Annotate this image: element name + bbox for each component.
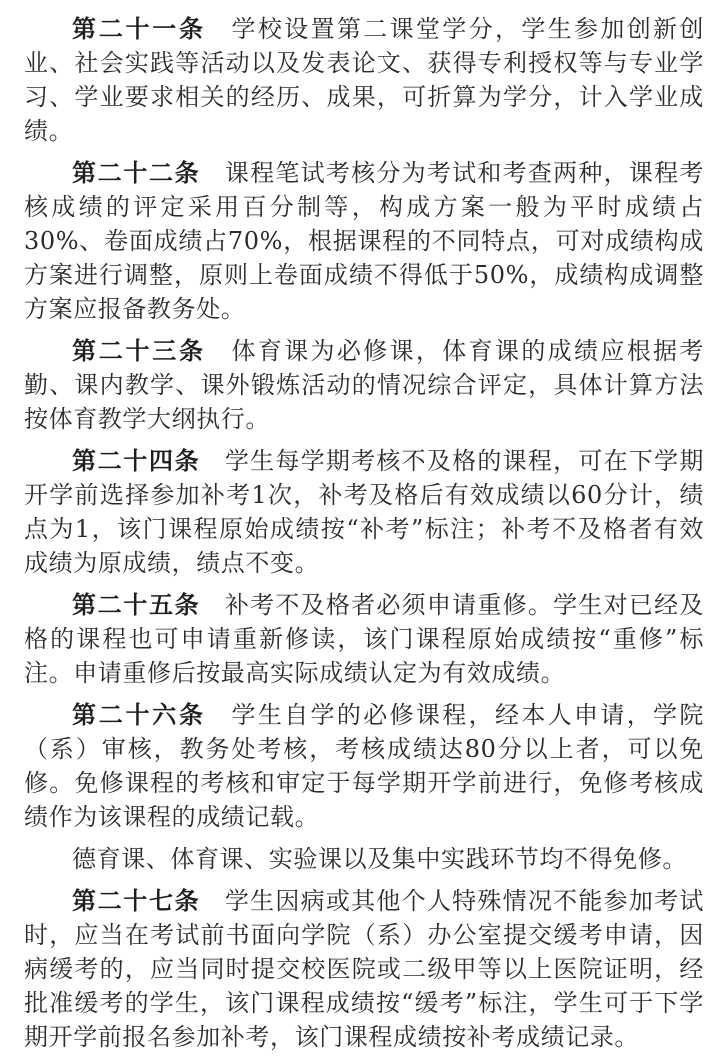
article-text: 学生自学的必修课程，经本人申请，学院（系）审核，教务处考核，考核成绩达80分以上者，可以免修。免修课程的考核和审定于每学期开学前进行，免修考核成绩作为该课程的成绩记载。 xyxy=(24,701,704,831)
article-text: 补考不及格者必须申请重修。学生对已经及格的课程也可申请重新修读，该门课程原始成绩按“重修”标注。申请重修后按最高实际成绩认定为有效成绩。 xyxy=(24,591,704,687)
article-21 xyxy=(24,12,704,148)
article-number: 第二十六条 xyxy=(72,701,206,729)
article-text: 学生每学期考核不及格的课程，可在下学期开学前选择参加补考1次，补考及格后有效成绩以60分计，绩点为1，该门课程原始成绩按“补考”标注；补考不及格者有效成绩为原成绩，绩点不变。 xyxy=(24,447,704,577)
article-25 xyxy=(24,588,704,690)
article-number: 第二十一条 xyxy=(72,15,206,43)
article-22 xyxy=(24,156,704,326)
article-number: 第二十二条 xyxy=(72,159,201,187)
article-text: 学生因病或其他个人特殊情况不能参加考试时，应当在考试前书面向学院（系）办公室提交缓考申请，因病缓考的，应当同时提交校医院或二级甲等以上医院证明，经批准缓考的学生，该门课程成绩按“缓考”标注，学生可于下学期开学前报名参加补考，该门课程成绩按补考成绩记录。 xyxy=(24,887,704,1051)
article-number: 第二十三条 xyxy=(72,337,206,365)
article-number: 第二十五条 xyxy=(72,591,201,619)
article-number: 第二十四条 xyxy=(72,447,201,475)
article-text: 课程笔试考核分为考试和考查两种，课程考核成绩的评定采用百分制等，构成方案一般为平时成绩占30%、卷面成绩占70%，根据课程的不同特点，可对成绩构成方案进行调整，原则上卷面成绩不得低于50%，成绩构成调整方案应报备教务处。 xyxy=(24,159,704,323)
article-number: 第二十七条 xyxy=(72,887,201,915)
article-text: 学校设置第二课堂学分，学生参加创新创业、社会实践等活动以及发表论文、获得专利授权等与专业学习、学业要求相关的经历、成果，可折算为学分，计入学业成绩。 xyxy=(24,15,704,145)
article-27 xyxy=(24,884,704,1054)
article-23 xyxy=(24,334,704,436)
article-text: 体育课为必修课，体育课的成绩应根据考勤、课内教学、课外锻炼活动的情况综合评定，具体计算方法按体育教学大纲执行。 xyxy=(24,337,704,433)
article-26 xyxy=(24,698,704,834)
article-24 xyxy=(24,444,704,580)
exemption-note xyxy=(24,842,704,876)
article-text: 德育课、体育课、实验课以及集中实践环节均不得免修。 xyxy=(72,845,687,873)
